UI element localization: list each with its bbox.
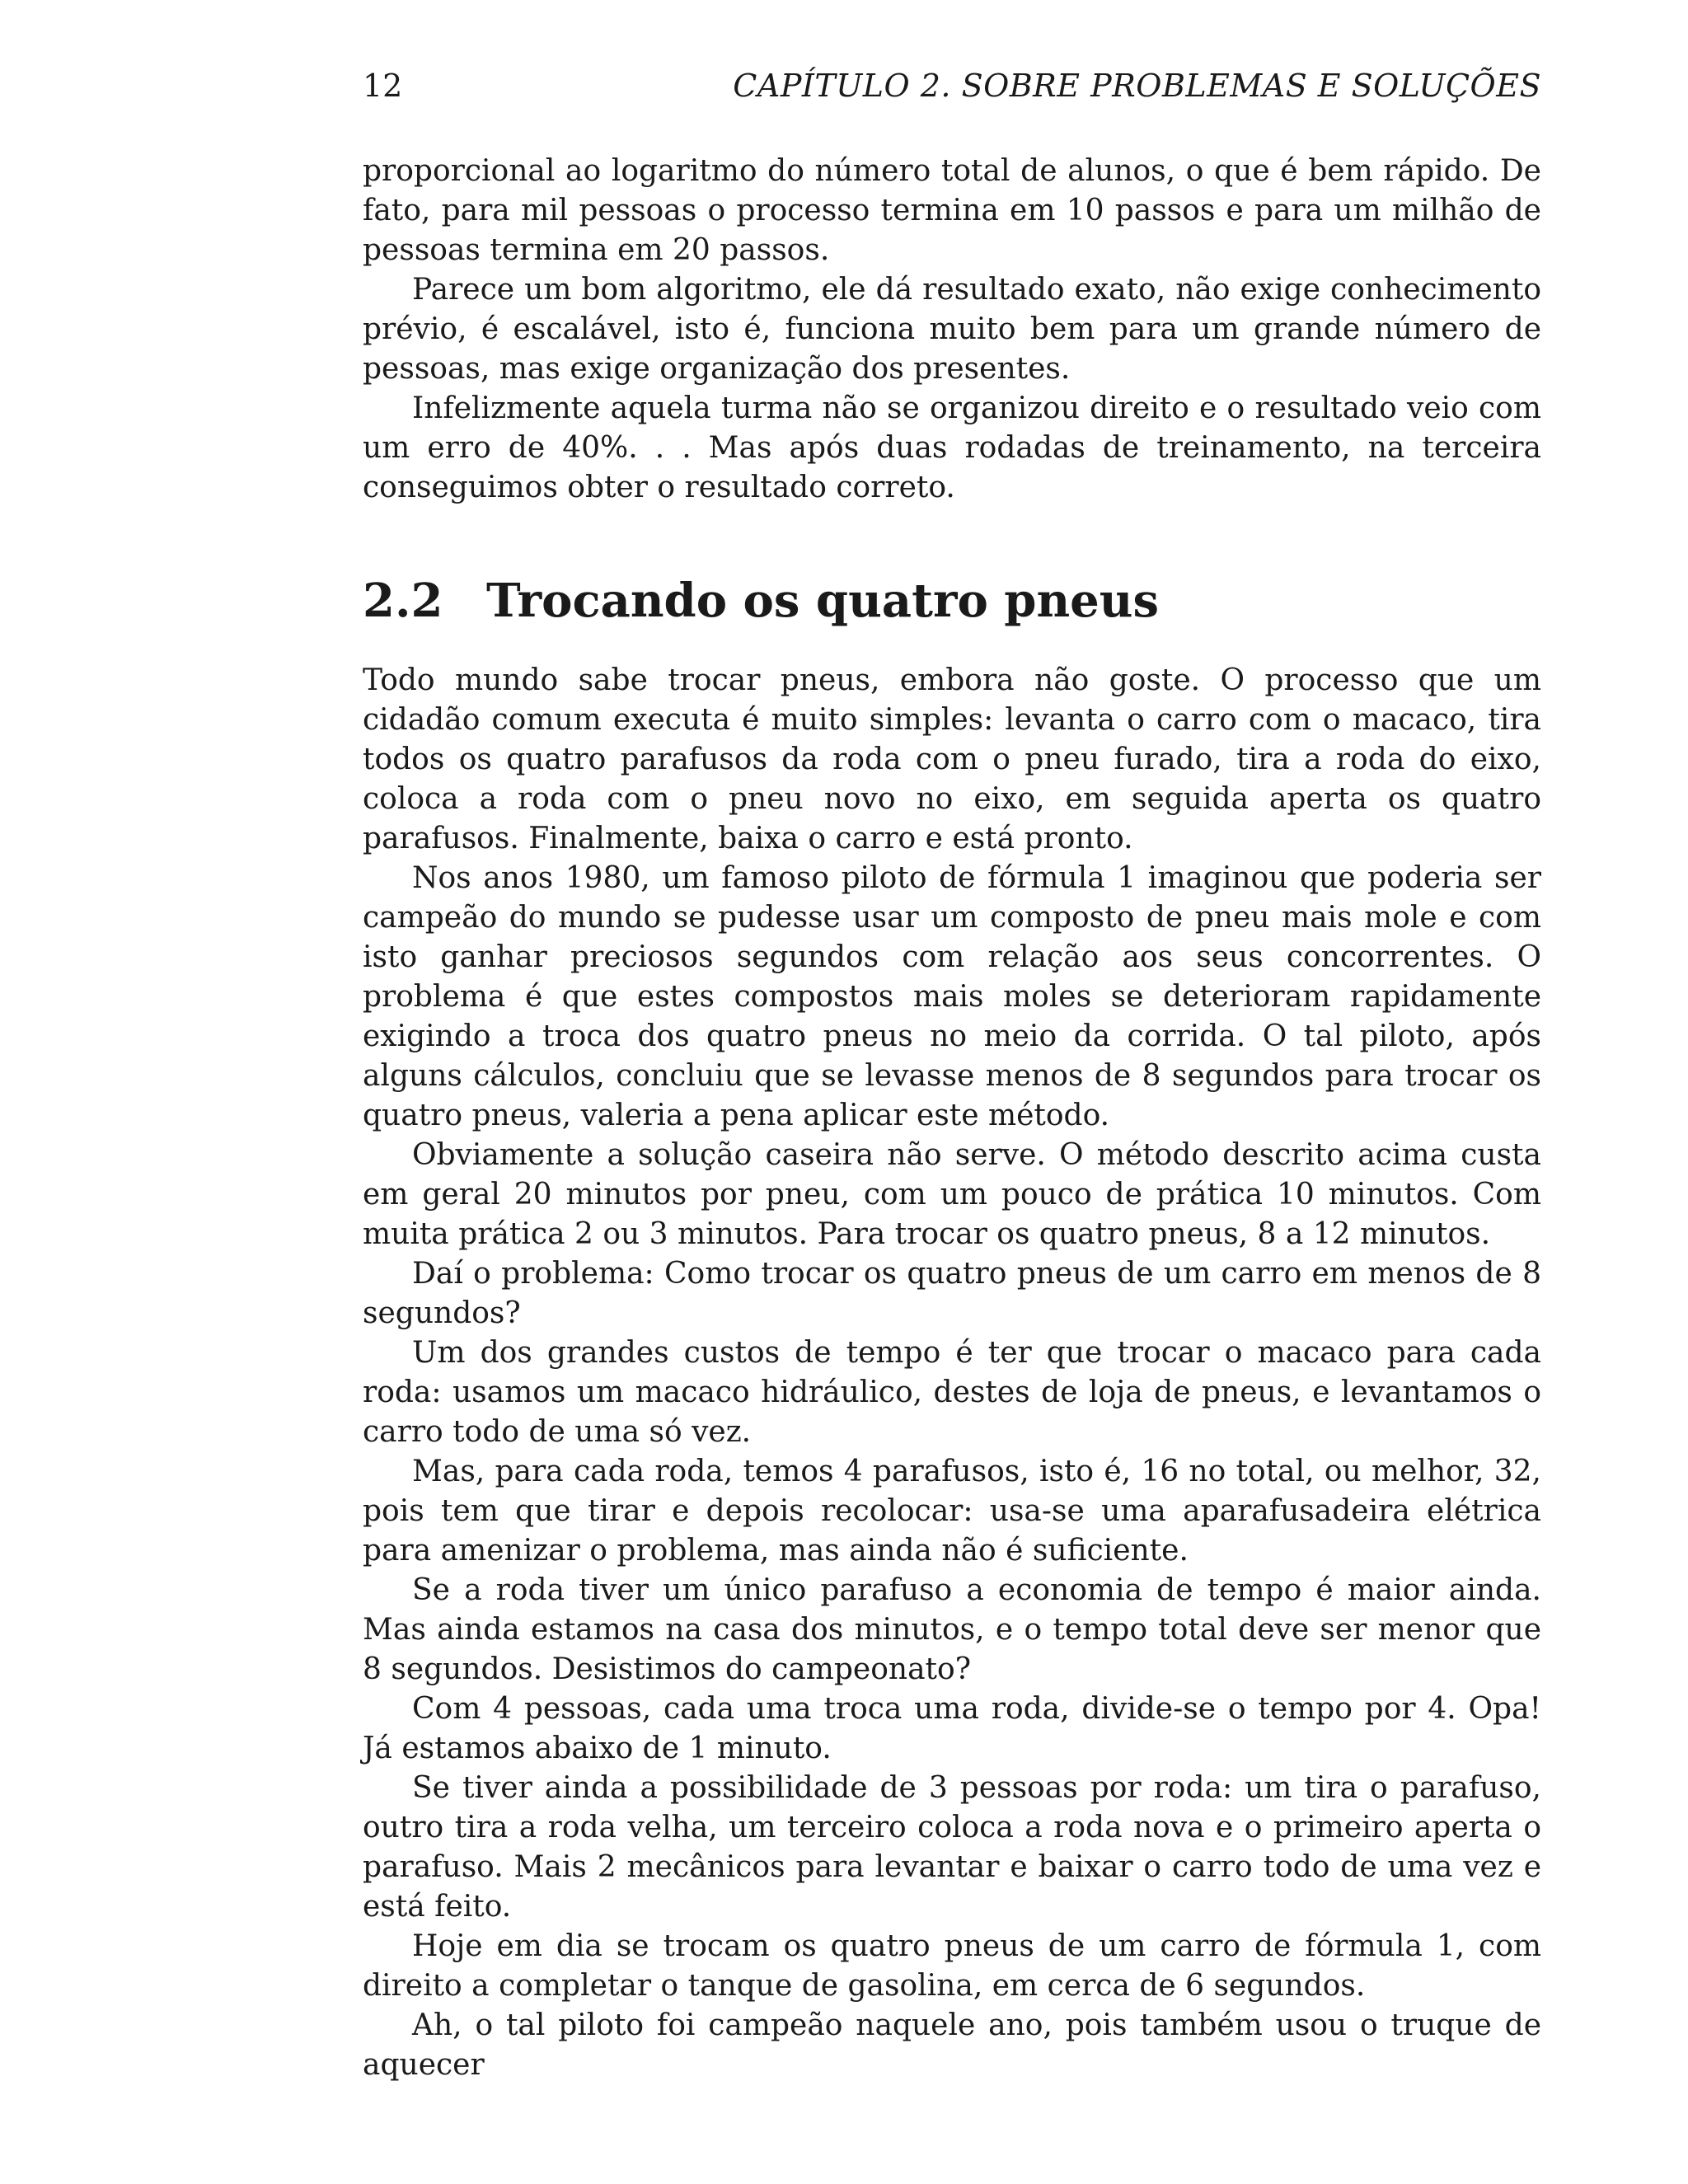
document-page [363,68,1541,2085]
paragraph: Obviamente a solução caseira não serve. O método descrito acima custa em geral 20 minutos por pneu, com um pouco de prática 10 minutos. Com muita prática 2 ou 3 minutos. Para trocar os quatro pneus, 8 a 12 minutos. [363,1138,1541,1251]
paragraph: proporcional ao logaritmo do número total de alunos, o que é bem rápido. De fato, para mil pessoas o processo termina em 10 passos e para um milhão de pessoas termina em 20 passos. [363,154,1541,267]
paragraph: Se tiver ainda a possibilidade de 3 pessoas por roda: um tira o parafuso, outro tira a roda velha, um terceiro coloca a roda nova e o primeiro aperta o parafuso. Mais 2 mecânicos para levantar e baixar o carro todo de uma vez e está feito. [363,1771,1541,1924]
paragraph: Nos anos 1980, um famoso piloto de fórmula 1 imaginou que poderia ser campeão do mundo se pudesse usar um composto de pneu mais mole e com isto ganhar preciosos segundos com relação aos seus concorrentes. O problema é que estes compostos mais moles se deterioram rapidamente exigindo a troca dos quatro pneus no meio da corrida. O tal piloto, após alguns cálculos, concluiu que se levasse menos de 8 segundos para trocar os quatro pneus, valeria a pena aplicar este método. [363,861,1541,1132]
running-header [363,68,1541,109]
section-text [363,661,1541,2085]
paragraph: Daí o problema: Como trocar os quatro pneus de um carro em menos de 8 segundos? [363,1257,1541,1330]
paragraph: Todo mundo sabe trocar pneus, embora não goste. O processo que um cidadão comum executa é muito simples: levanta o carro com o macaco, tira todos os quatro parafusos da roda com o pneu furado, tira a roda do eixo, coloca a roda com o pneu novo no eixo, em seguida aperta os quatro parafusos. Finalmente, baixa o carro e está pronto. [363,663,1541,855]
paragraph: Parece um bom algoritmo, ele dá resultado exato, não exige conhecimento prévio, é escalável, isto é, funciona muito bem para um grande número de pessoas, mas exige organização dos presentes. [363,273,1541,386]
section-heading [363,572,1541,630]
section-title: Trocando os quatro pneus [486,574,1160,628]
paragraph: Mas, para cada roda, temos 4 parafusos, isto é, 16 no total, ou melhor, 32, pois tem que tirar e depois recolocar: usa-se uma aparafusadeira elétrica para amenizar o problema, mas ainda não é suficiente. [363,1455,1541,1568]
paragraph: Infelizmente aquela turma não se organizou direito e o resultado veio com um erro de 40%. . . Mas após duas rodadas de treinamento, na terceira conseguimos obter o resultado correto. [363,391,1541,504]
paragraph: Se a roda tiver um único parafuso a economia de tempo é maior ainda. Mas ainda estamos na casa dos minutos, e o tempo total deve ser menor que 8 segundos. Desistimos do campeonato? [363,1573,1541,1686]
chapter-title: CAPÍTULO 2. SOBRE PROBLEMAS E SOLUÇÕES [733,68,1541,104]
page-number: 12 [363,68,403,104]
paragraph: Com 4 pessoas, cada uma troca uma roda, divide-se o tempo por 4. Opa! Já estamos abaixo de 1 minuto. [363,1692,1541,1765]
paragraph: Hoje em dia se trocam os quatro pneus de um carro de fórmula 1, com direito a completar o tanque de gasolina, em cerca de 6 segundos. [363,1929,1541,2003]
section-number: 2.2 [363,574,443,628]
paragraph: Ah, o tal piloto foi campeão naquele ano, pois também usou o truque de aquecer [363,2008,1541,2082]
paragraph: Um dos grandes custos de tempo é ter que trocar o macaco para cada roda: usamos um macaco hidráulico, destes de loja de pneus, e levantamos o carro todo de uma só vez. [363,1336,1541,1449]
intro-text [363,152,1541,508]
